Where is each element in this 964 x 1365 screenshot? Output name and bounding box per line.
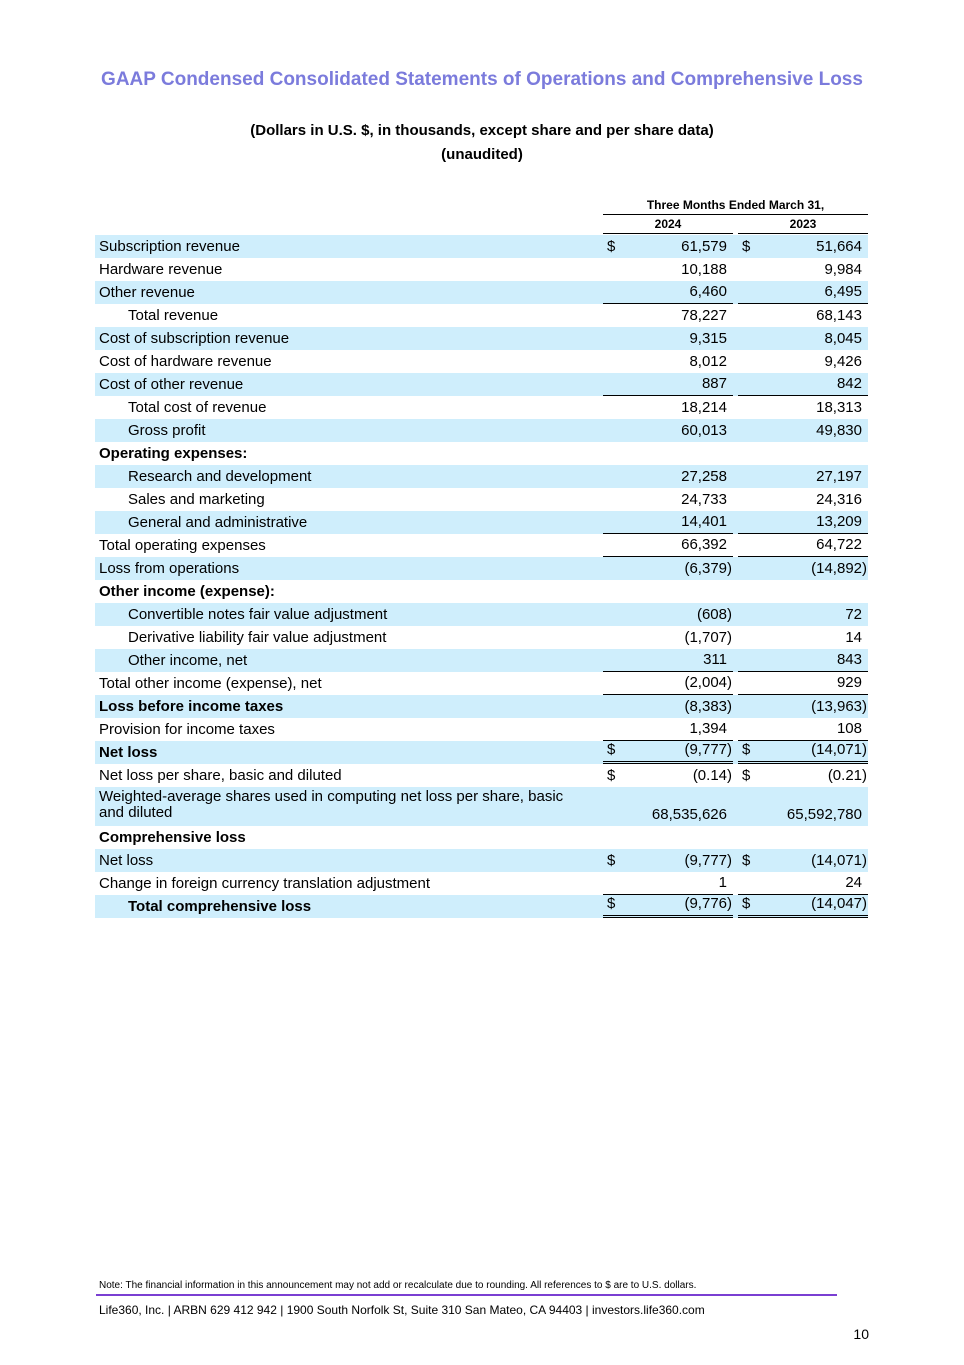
cell-2023 — [738, 258, 868, 281]
section-heading: Comprehensive loss — [99, 829, 246, 846]
cell-2023 — [738, 872, 868, 895]
table-row — [95, 442, 868, 465]
cell-2024 — [603, 534, 733, 557]
value: (13,963) — [811, 698, 867, 715]
cell-2024 — [603, 419, 733, 442]
currency-symbol: $ — [607, 767, 616, 784]
value: (14,071) — [811, 741, 867, 758]
value: 51,664 — [816, 238, 862, 255]
cell-2024 — [603, 327, 733, 350]
cell-2023 — [738, 787, 868, 826]
row-label: Total operating expenses — [99, 537, 266, 554]
row-label: Subscription revenue — [99, 238, 240, 255]
value: 27,258 — [681, 468, 727, 485]
cell-2024 — [603, 488, 733, 511]
page-title: GAAP Condensed Consolidated Statements of Operations and Comprehensive Loss — [101, 69, 863, 90]
table-row — [95, 511, 868, 534]
cell-2024 — [603, 718, 733, 741]
cell-2023 — [738, 350, 868, 373]
row-label: Sales and marketing — [128, 491, 265, 508]
value: 929 — [836, 674, 862, 691]
value: 842 — [836, 375, 862, 392]
cell-2023 — [738, 235, 868, 258]
cell-2023 — [738, 672, 868, 695]
table-row — [95, 695, 868, 718]
value: 18,214 — [681, 399, 727, 416]
footer-divider — [96, 1294, 837, 1296]
value: (1,707) — [684, 629, 732, 646]
cell-2024 — [603, 396, 733, 419]
row-label: Total other income (expense), net — [99, 675, 322, 692]
row-label: Net loss — [99, 744, 158, 761]
cell-2023 — [738, 304, 868, 327]
value: 64,722 — [816, 536, 862, 553]
year-header-2024: 2024 — [603, 217, 733, 234]
value: 24,316 — [816, 491, 862, 508]
row-label: General and administrative — [128, 514, 308, 531]
row-label: Total cost of revenue — [128, 399, 267, 416]
table-row — [95, 580, 868, 603]
value: (0.14) — [692, 767, 732, 784]
table-row — [95, 718, 868, 741]
table-row — [95, 649, 868, 672]
cell-2024 — [603, 741, 733, 764]
cell-2023 — [738, 511, 868, 534]
subtitle: (Dollars in U.S. $, in thousands, except share and per share data) — [250, 122, 714, 139]
currency-symbol: $ — [742, 895, 751, 912]
table-row — [95, 235, 868, 258]
value: 9,984 — [824, 261, 862, 278]
value: 18,313 — [816, 399, 862, 416]
value: 6,460 — [689, 283, 727, 300]
cell-2023 — [738, 603, 868, 626]
value: 9,315 — [689, 330, 727, 347]
value: 68,535,626 — [651, 806, 727, 823]
row-label: Weighted-average shares used in computing net loss per share, basic and diluted — [99, 788, 564, 821]
currency-symbol: $ — [607, 895, 616, 912]
year-header-2023: 2023 — [738, 217, 868, 234]
cell-2023 — [738, 281, 868, 304]
company-footer: Life360, Inc. | ARBN 629 412 942 | 1900 South Norfolk St, Suite 310 San Mateo, CA 94403 | investors.life360.com — [99, 1303, 705, 1317]
value: 24,733 — [681, 491, 727, 508]
value: 6,495 — [824, 283, 862, 300]
cell-2023 — [738, 849, 868, 872]
cell-2024 — [603, 626, 733, 649]
cell-2023 — [738, 741, 868, 764]
value: 1,394 — [689, 720, 727, 737]
cell-2024 — [603, 557, 733, 580]
table-row — [95, 327, 868, 350]
table-row — [95, 741, 868, 764]
section-heading: Other income (expense): — [99, 583, 275, 600]
value: 843 — [836, 651, 862, 668]
value: 60,013 — [681, 422, 727, 439]
cell-2024 — [603, 511, 733, 534]
cell-2024 — [603, 258, 733, 281]
row-label: Provision for income taxes — [99, 721, 275, 738]
value: 9,426 — [824, 353, 862, 370]
value: 66,392 — [681, 536, 727, 553]
row-label: Research and development — [128, 468, 312, 485]
currency-symbol: $ — [742, 238, 751, 255]
cell-2023 — [738, 649, 868, 672]
table-row — [95, 258, 868, 281]
row-label: Change in foreign currency translation adjustment — [99, 875, 431, 892]
value: (9,777) — [684, 852, 732, 869]
value: 27,197 — [816, 468, 862, 485]
cell-2023 — [738, 396, 868, 419]
row-label: Cost of hardware revenue — [99, 353, 272, 370]
row-label: Total revenue — [128, 307, 219, 324]
table-row — [95, 281, 868, 304]
value: 61,579 — [681, 238, 727, 255]
value: 108 — [836, 720, 862, 737]
unaudited-label: (unaudited) — [441, 146, 523, 163]
currency-symbol: $ — [742, 741, 751, 758]
table-row — [95, 373, 868, 396]
cell-2024 — [603, 373, 733, 396]
row-label: Loss before income taxes — [99, 698, 284, 715]
period-header: Three Months Ended March 31, — [603, 198, 868, 215]
row-label: Convertible notes fair value adjustment — [128, 606, 388, 623]
table-row — [95, 350, 868, 373]
cell-2024 — [603, 787, 733, 826]
table-row — [95, 672, 868, 695]
table-row — [95, 557, 868, 580]
cell-2024 — [603, 465, 733, 488]
row-label: Other income, net — [128, 652, 248, 669]
cell-2023 — [738, 327, 868, 350]
cell-2023 — [738, 373, 868, 396]
value: (6,379) — [684, 560, 732, 577]
value: 68,143 — [816, 307, 862, 324]
cell-2024 — [603, 764, 733, 787]
cell-2023 — [738, 895, 868, 918]
table-row — [95, 396, 868, 419]
value: (9,777) — [684, 741, 732, 758]
row-label: Derivative liability fair value adjustment — [128, 629, 387, 646]
currency-symbol: $ — [607, 741, 616, 758]
value: (9,776) — [684, 895, 732, 912]
table-row — [95, 626, 868, 649]
row-label: Other revenue — [99, 284, 195, 301]
table-row — [95, 534, 868, 557]
value: 65,592,780 — [786, 806, 862, 823]
value: 8,012 — [689, 353, 727, 370]
table-row — [95, 872, 868, 895]
value: 14 — [845, 629, 862, 646]
cell-2024 — [603, 872, 733, 895]
value: 24 — [845, 874, 862, 891]
value: 10,188 — [681, 261, 727, 278]
value: (8,383) — [684, 698, 732, 715]
value: 14,401 — [681, 513, 727, 530]
cell-2023 — [738, 557, 868, 580]
table-row — [95, 895, 868, 918]
cell-2023 — [738, 764, 868, 787]
cell-2023 — [738, 419, 868, 442]
cell-2024 — [603, 672, 733, 695]
row-label: Hardware revenue — [99, 261, 223, 278]
row-label: Cost of subscription revenue — [99, 330, 290, 347]
table-row — [95, 465, 868, 488]
value: 78,227 — [681, 307, 727, 324]
value: (608) — [696, 606, 732, 623]
cell-2023 — [738, 695, 868, 718]
value: 13,209 — [816, 513, 862, 530]
value: 311 — [703, 651, 727, 668]
cell-2024 — [603, 281, 733, 304]
value: 72 — [845, 606, 862, 623]
statement-table — [95, 235, 868, 918]
table-row — [95, 787, 868, 826]
cell-2024 — [603, 849, 733, 872]
value: (14,892) — [811, 560, 867, 577]
table-row — [95, 488, 868, 511]
value: (14,047) — [811, 895, 867, 912]
currency-symbol: $ — [607, 238, 616, 255]
table-row — [95, 826, 868, 849]
table-row — [95, 419, 868, 442]
cell-2024 — [603, 304, 733, 327]
cell-2024 — [603, 235, 733, 258]
value: (14,071) — [811, 852, 867, 869]
value: 49,830 — [816, 422, 862, 439]
value: (0.21) — [827, 767, 867, 784]
cell-2023 — [738, 488, 868, 511]
cell-2023 — [738, 718, 868, 741]
table-row — [95, 603, 868, 626]
cell-2024 — [603, 649, 733, 672]
row-label: Total comprehensive loss — [128, 898, 312, 915]
value: 8,045 — [824, 330, 862, 347]
cell-2024 — [603, 895, 733, 918]
row-label: Net loss per share, basic and diluted — [99, 767, 342, 784]
table-row — [95, 304, 868, 327]
value: 1 — [718, 874, 727, 891]
cell-2023 — [738, 465, 868, 488]
cell-2024 — [603, 350, 733, 373]
value: 887 — [701, 375, 727, 392]
cell-2024 — [603, 695, 733, 718]
row-label: Gross profit — [128, 422, 206, 439]
row-label: Net loss — [99, 852, 154, 869]
value: (2,004) — [684, 674, 732, 691]
cell-2023 — [738, 534, 868, 557]
rounding-note: Note: The financial information in this announcement may not add or recalculate due to rounding. All references to $ are to U.S. dollars. — [99, 1280, 697, 1291]
currency-symbol: $ — [742, 767, 751, 784]
row-label: Loss from operations — [99, 560, 240, 577]
cell-2023 — [738, 626, 868, 649]
currency-symbol: $ — [607, 852, 616, 869]
currency-symbol: $ — [742, 852, 751, 869]
page-number: 10 — [853, 1326, 869, 1342]
section-heading: Operating expenses: — [99, 445, 248, 462]
row-label: Cost of other revenue — [99, 376, 244, 393]
table-row — [95, 764, 868, 787]
cell-2024 — [603, 603, 733, 626]
table-row — [95, 849, 868, 872]
